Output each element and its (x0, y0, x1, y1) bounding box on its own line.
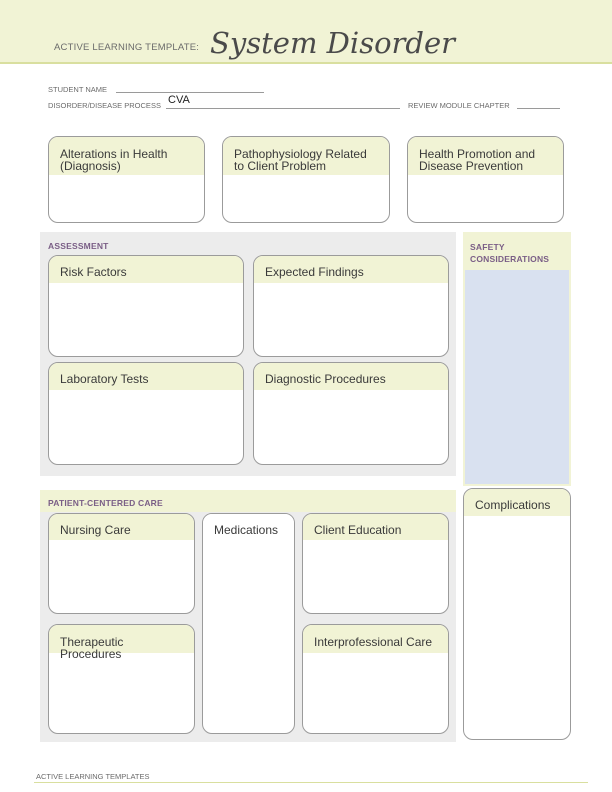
template-header (0, 0, 612, 64)
template-label: ACTIVE LEARNING TEMPLATE: (54, 42, 200, 53)
interprofessional-care-heading: Interprofessional Care (303, 625, 448, 653)
disorder-field[interactable] (166, 108, 400, 109)
disorder-value: CVA (168, 94, 190, 106)
nursing-care-heading: Nursing Care (49, 514, 194, 540)
client-education-box[interactable] (302, 513, 449, 614)
safety-label-line1: SAFETY (470, 242, 505, 252)
complications-box[interactable] (463, 488, 571, 740)
safety-label (470, 241, 549, 265)
alterations-heading: Alterations in Health (Diagnosis) (49, 137, 204, 175)
expected-findings-box[interactable] (253, 255, 449, 357)
alterations-box[interactable] (48, 136, 205, 223)
assessment-label: ASSESSMENT (48, 241, 109, 251)
complications-heading: Complications (464, 489, 570, 516)
safety-label-line2: CONSIDERATIONS (470, 254, 550, 264)
client-education-heading: Client Education (303, 514, 448, 540)
pathophysiology-box[interactable] (222, 136, 390, 223)
review-module-label: REVIEW MODULE CHAPTER (408, 101, 510, 110)
expected-findings-heading: Expected Findings (254, 256, 448, 283)
health-promotion-heading: Health Promotion and Disease Prevention (408, 137, 563, 175)
page-title: System Disorder (210, 26, 455, 60)
footer-divider (34, 782, 588, 783)
review-module-field[interactable] (517, 108, 560, 109)
therapeutic-procedures-box[interactable] (48, 624, 195, 734)
patient-care-label: PATIENT-CENTERED CARE (48, 498, 163, 508)
risk-factors-heading: Risk Factors (49, 256, 243, 283)
pathophysiology-heading: Pathophysiology Related to Client Problem (223, 137, 389, 175)
footer-text: ACTIVE LEARNING TEMPLATES (36, 772, 150, 781)
diagnostic-procedures-box[interactable] (253, 362, 449, 465)
safety-considerations-field[interactable] (465, 270, 569, 484)
laboratory-tests-box[interactable] (48, 362, 244, 465)
disorder-label: DISORDER/DISEASE PROCESS (48, 101, 161, 110)
health-promotion-box[interactable] (407, 136, 564, 223)
medications-box[interactable] (202, 513, 295, 734)
interprofessional-care-box[interactable] (302, 624, 449, 734)
student-name-label: STUDENT NAME (48, 85, 108, 94)
risk-factors-box[interactable] (48, 255, 244, 357)
nursing-care-box[interactable] (48, 513, 195, 614)
student-name-field[interactable] (116, 92, 264, 93)
therapeutic-procedures-heading: Therapeutic Procedures (49, 625, 194, 653)
laboratory-tests-heading: Laboratory Tests (49, 363, 243, 390)
diagnostic-procedures-heading: Diagnostic Procedures (254, 363, 448, 390)
medications-heading: Medications (203, 514, 294, 540)
